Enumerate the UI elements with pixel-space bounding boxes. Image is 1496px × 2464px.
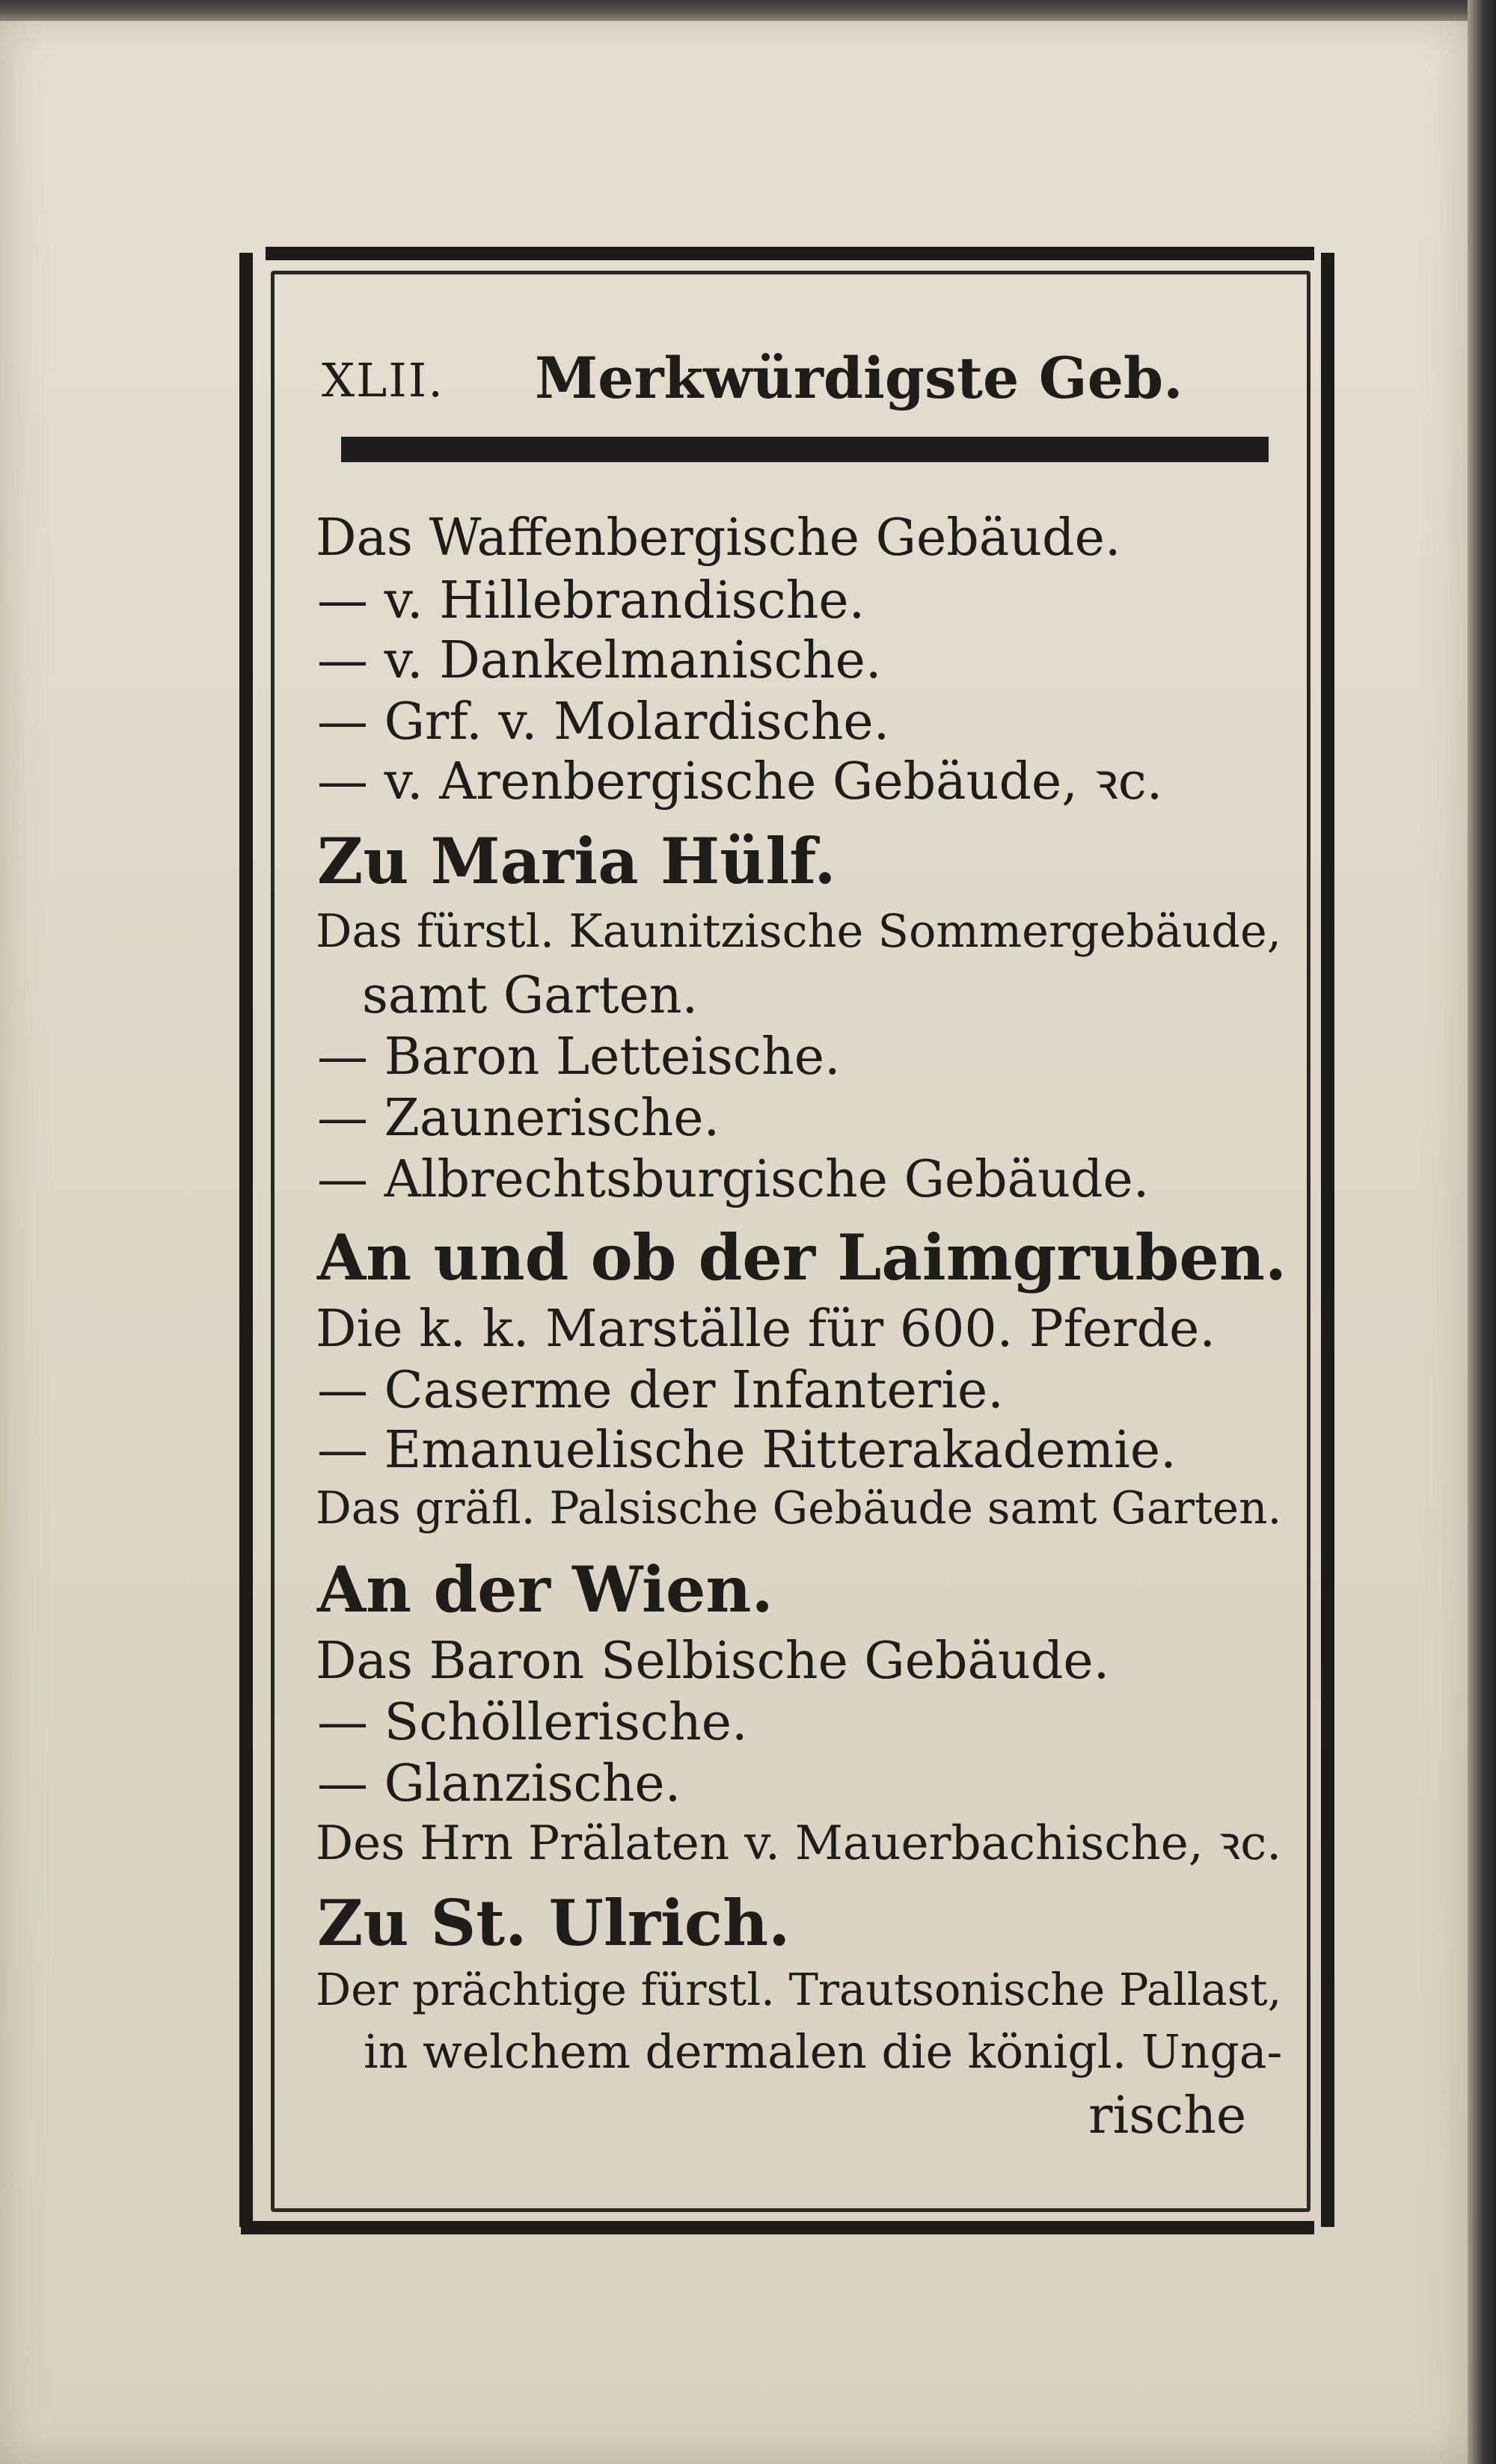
section-heading: An der Wien. bbox=[317, 1552, 773, 1626]
entry-line: — Grf. v. Molardische. bbox=[317, 692, 890, 752]
book-gutter-shadow bbox=[1468, 0, 1496, 2464]
section-heading: Zu St. Ulrich. bbox=[317, 1886, 791, 1960]
entry-line: — Baron Letteische. bbox=[317, 1027, 841, 1087]
entry-line: — v. Arenbergische Gebäude, ꝛc. bbox=[317, 752, 1163, 811]
entry-line: Das fürstl. Kaunitzische Sommergebäude, bbox=[316, 906, 1282, 958]
entry-line: Das Baron Selbische Gebäude. bbox=[316, 1632, 1110, 1691]
entry-line: Das Waffenbergische Gebäude. bbox=[316, 509, 1121, 568]
entry-line: — Zaunerische. bbox=[317, 1089, 720, 1148]
entry-line: — v. Dankelmanische. bbox=[317, 631, 882, 690]
entry-line: Des Hrn Prälaten v. Mauerbachische, ꝛc. bbox=[316, 1816, 1282, 1870]
page-top-edge bbox=[0, 0, 1496, 21]
section-heading: An und ob der Laimgruben. bbox=[317, 1220, 1287, 1294]
catchword: rische bbox=[1088, 2086, 1247, 2145]
entry-line: — Albrechtsburgische Gebäude. bbox=[317, 1150, 1150, 1209]
header-rule bbox=[341, 437, 1269, 462]
entry-line: — Emanuelische Ritterakademie. bbox=[317, 1421, 1177, 1480]
entry-line: — Caserme der Infanterie. bbox=[317, 1361, 1004, 1420]
running-title: Merkwürdigste Geb. bbox=[535, 345, 1183, 411]
frame-border-left bbox=[239, 253, 253, 2227]
entry-line: in welchem dermalen die königl. Unga- bbox=[364, 2025, 1283, 2079]
entry-line: Das gräfl. Palsische Gebäude samt Garten. bbox=[316, 1483, 1282, 1534]
page-number: XLII. bbox=[322, 353, 445, 408]
frame-border-right bbox=[1321, 253, 1334, 2227]
entry-line: Die k. k. Marställe für 600. Pferde. bbox=[316, 1300, 1216, 1359]
frame-border-bottom bbox=[241, 2221, 1314, 2234]
frame-border-top bbox=[266, 247, 1314, 260]
entry-line: — Schöllerische. bbox=[317, 1693, 748, 1752]
entry-line: — v. Hillebrandische. bbox=[317, 571, 865, 630]
entry-line: Der prächtige fürstl. Trautsonische Pallast, bbox=[316, 1964, 1282, 2015]
entry-line: samt Garten. bbox=[362, 966, 699, 1025]
entry-line: — Glanzische. bbox=[317, 1754, 681, 1813]
section-heading: Zu Maria Hülf. bbox=[317, 824, 836, 898]
